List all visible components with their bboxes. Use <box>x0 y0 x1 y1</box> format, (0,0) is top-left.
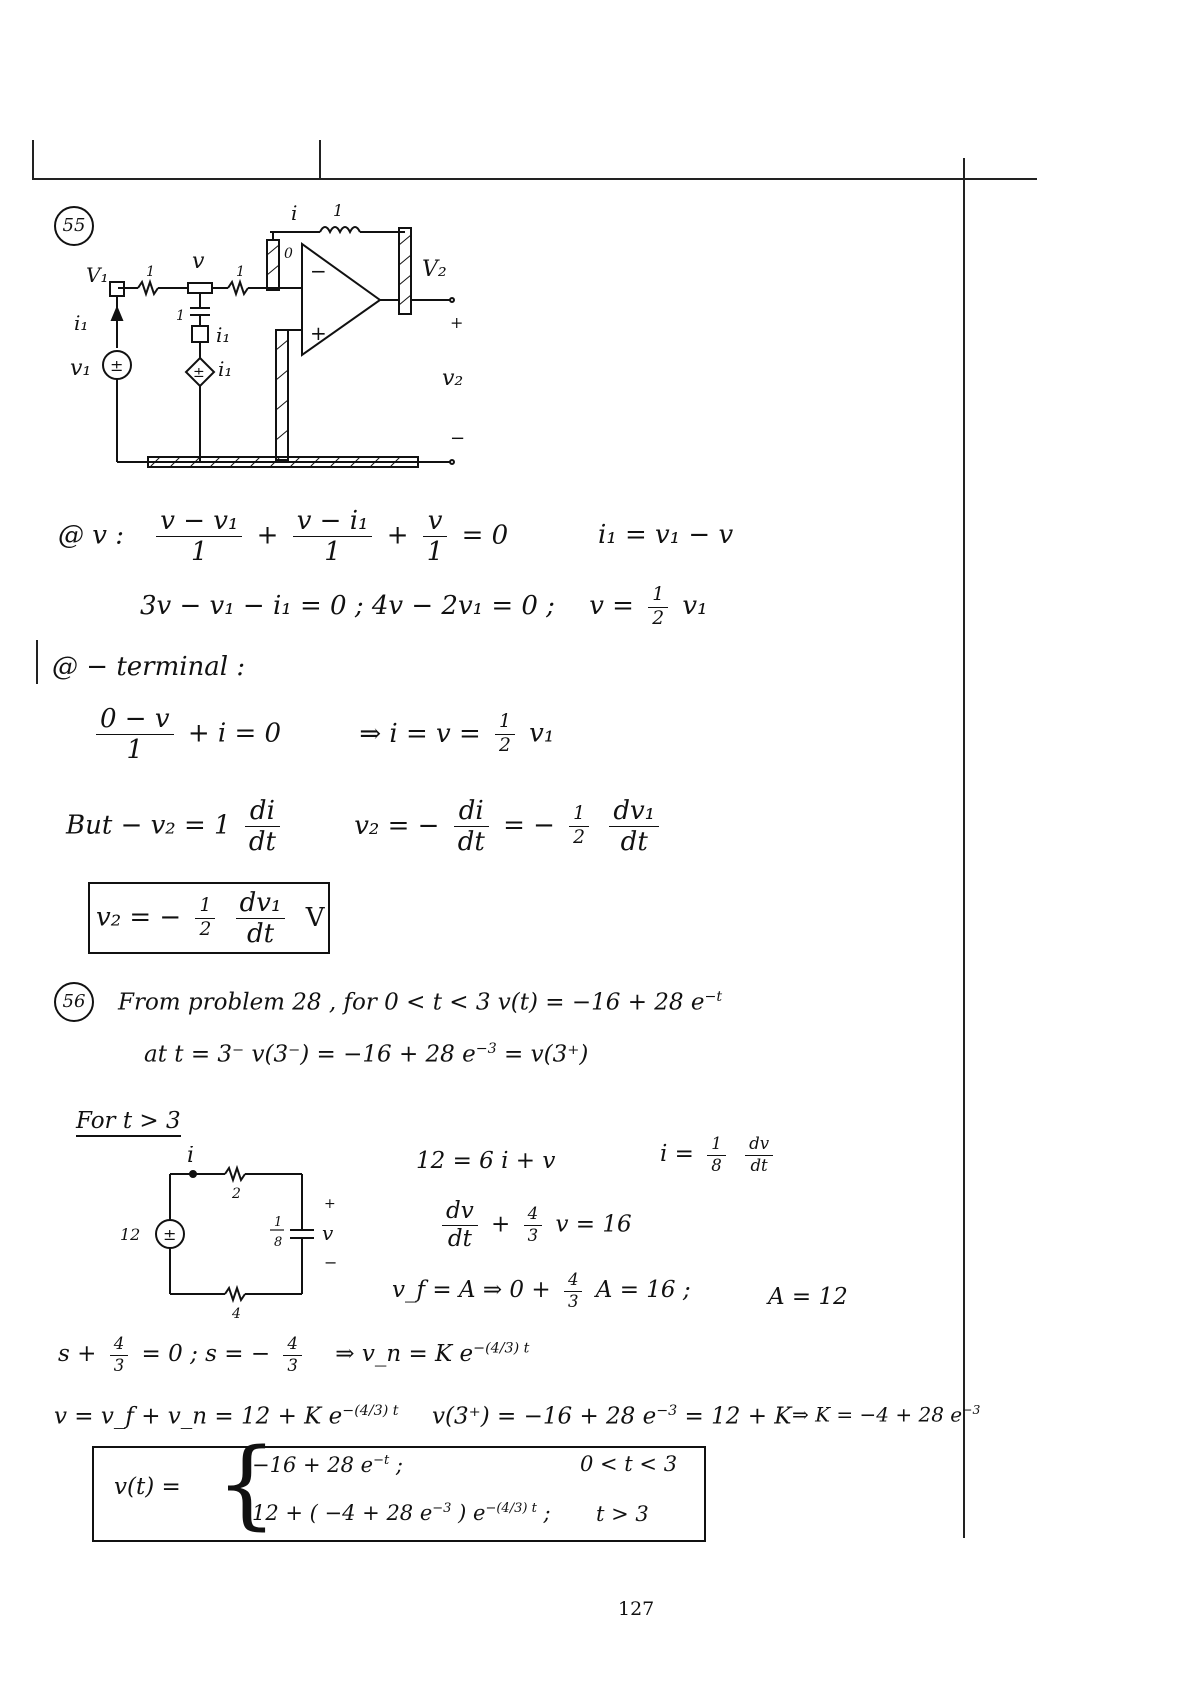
A-value: A = 12 <box>768 1284 848 1310</box>
final-v-lead: v(t) = <box>114 1474 181 1500</box>
case-1-expression: −16 + 28 $e^{-t}$ ; <box>252 1453 403 1477</box>
for-t-gt-3-heading: For t > 3 <box>76 1110 181 1137</box>
kcl-v-line: @ v : $\frac{\text{v − v₁}}{1}$ + $\frac{\text{v − i₁}}{1}$ + $\frac{v}{1}$ = 0 <box>58 506 509 567</box>
label-v2-node: V₂ <box>422 257 447 282</box>
label-cap-num: 1 <box>274 1215 283 1230</box>
top-left-tick <box>32 140 34 180</box>
terminal-equation: $\frac{0 - v}{1}$ + i = 0 ⇒ i = v = $\frac{1}{2}$ v₁ <box>90 706 554 763</box>
i-current-equation: i = $\frac{1}{8}$ $\frac{dv}{dt}$ <box>660 1136 779 1174</box>
label-minus: − <box>310 259 327 283</box>
output-node-hatch <box>399 228 411 314</box>
forced-response-line: v_f = A ⇒ 0 + $\frac{4}{3}$ A = 16 ; <box>392 1270 691 1311</box>
but-equation: But − v₂ = 1 $\frac{di}{dt}$ v₂ = − $\frac{di}{dt}$ = − $\frac{1}{2}$ $\frac{\text{dv₁}}{dt}$ <box>66 798 665 855</box>
top-rule <box>32 178 1037 180</box>
svg-text:±: ± <box>110 356 124 375</box>
circuit-55-diagram <box>70 200 550 470</box>
label-i: i <box>187 1146 195 1168</box>
natural-response-line: s + $\frac{4}{3}$ = 0 ; s = − $\frac{4}{3}$ ⇒ v_n = K $e^{-(4/3) t}$ <box>58 1334 530 1375</box>
p56-line1: From problem 28 , for 0 < t < 3 v(t) = −16 + 28 $e^{-t}$ <box>118 989 723 1016</box>
circuit-56-diagram <box>110 1146 350 1326</box>
case-2-condition: t > 3 <box>596 1502 649 1526</box>
left-margin-tick <box>36 640 38 684</box>
page-number: 127 <box>618 1598 655 1620</box>
label-src-12: 12 <box>120 1225 141 1244</box>
case-2-expression: 12 + ( −4 + 28 $e^{-3}$ ) $e^{-(4/3) t}$ ; <box>252 1501 551 1525</box>
terminal-heading: @ − terminal : <box>52 652 246 682</box>
label-zero: 0 <box>284 246 293 262</box>
label-cap-plus: + <box>324 1196 336 1212</box>
label-v-node: v <box>192 249 205 274</box>
problem-55-number: 55 <box>54 206 94 246</box>
noninv-node-hatch <box>276 330 288 460</box>
label-r4: 4 <box>232 1306 241 1322</box>
kvl-equation: 12 = 6 i + v <box>416 1148 556 1174</box>
inverting-node-hatch <box>267 240 279 290</box>
label-plus: + <box>310 321 327 345</box>
svg-text:±: ± <box>193 365 205 381</box>
label-one-top: 1 <box>333 201 344 220</box>
right-margin-rule <box>963 158 965 1538</box>
label-cap-minus: − <box>324 1253 338 1272</box>
case-1-condition: 0 < t < 3 <box>580 1452 678 1476</box>
label-cap-v: v <box>322 1221 334 1245</box>
answer-55: v₂ = − $\frac{1}{2}$ $\frac{\text{dv₁}}{dt}$ V <box>96 888 325 949</box>
label-one-a: 1 <box>146 264 155 280</box>
kcl-simplified-line: 3v − v₁ − i₁ = 0 ; 4v − 2v₁ = 0 ; v = $\frac{1}{2}$ v₁ <box>140 584 708 629</box>
label-v1-src: v₁ <box>70 356 92 381</box>
label-out-minus: − <box>450 428 466 449</box>
label-cap-den: 8 <box>274 1235 283 1250</box>
svg-text:±: ± <box>163 1225 177 1244</box>
label-one-cap: 1 <box>176 308 185 324</box>
K-value: ⇒ K = −4 + 28 $e^{-3}$ <box>792 1402 981 1427</box>
label-r2: 2 <box>232 1186 241 1202</box>
label-v2-out: v₂ <box>442 366 464 391</box>
top-mid-tick <box>319 140 321 180</box>
label-v1-node: V₁ <box>86 263 109 287</box>
label-out-plus: + <box>450 313 464 332</box>
i1-relation: i₁ = v₁ − v <box>598 520 734 550</box>
total-response-line: v = v_f + v_n = 12 + K $e^{-(4/3) t}$ <box>54 1403 399 1430</box>
label-one-b: 1 <box>236 264 245 280</box>
piecewise-brace: { <box>216 1428 278 1540</box>
label-i1-a: i₁ <box>216 323 231 347</box>
continuity-line: v(3⁺) = −16 + 28 $e^{-3} = 12 + K$ <box>432 1403 792 1430</box>
ode-equation: $\frac{dv}{dt}$ + $\frac{4}{3}$ v = 16 <box>436 1200 632 1251</box>
label-i1-b: i₁ <box>218 357 233 381</box>
label-i-top: i <box>291 201 298 225</box>
problem-56-number: 56 <box>54 982 94 1022</box>
p56-line2: at t = 3⁻ v(3⁻) = −16 + 28 $e^{-3} = v(3^+)$ <box>144 1041 589 1068</box>
label-i1-side: i₁ <box>74 311 89 335</box>
